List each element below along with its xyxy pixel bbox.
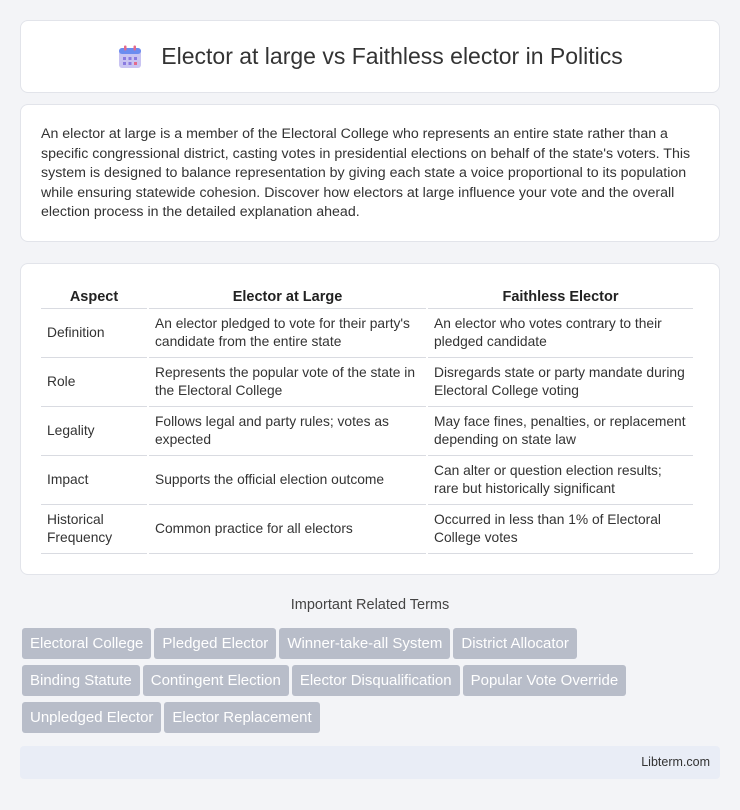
column-header: Aspect — [41, 286, 147, 309]
table-cell: Historical Frequency — [41, 505, 147, 554]
table-cell: Legality — [41, 407, 147, 456]
table-cell: May face fines, penalties, or replacement depending on state law — [428, 407, 693, 456]
table-cell: Supports the official election outcome — [149, 456, 426, 505]
related-term-tag[interactable]: Elector Replacement — [164, 702, 319, 733]
related-term-tag[interactable]: Elector Disqualification — [292, 665, 460, 696]
intro-text: An elector at large is a member of the Electoral College who represents an entire state rather than a specific congressional district, casting votes in presidential elections on behalf of the state's voters. This system is designed to balance representation by giving each state a voice proportional to its population while ensuring statewide cohesion. Discover how electors at large influence your vote and the overall election process in the detailed explanation ahead. — [41, 126, 691, 221]
related-term-tag[interactable]: Unpledged Elector — [22, 702, 161, 733]
table-row — [41, 407, 693, 456]
table-cell: An elector who votes contrary to their pledged candidate — [428, 309, 693, 358]
table-cell: Can alter or question election results; rare but historically significant — [428, 456, 693, 505]
table-cell: Role — [41, 358, 147, 407]
table-cell: Common practice for all electors — [149, 505, 426, 554]
intro-card — [20, 104, 720, 242]
table-row — [41, 505, 693, 554]
table-row — [41, 456, 693, 505]
related-terms-list — [22, 628, 722, 739]
related-term-tag[interactable]: Contingent Election — [143, 665, 289, 696]
table-cell: Occurred in less than 1% of Electoral College votes — [428, 505, 693, 554]
column-header: Faithless Elector — [428, 286, 693, 309]
related-term-tag[interactable]: Binding Statute — [22, 665, 140, 696]
table-cell: Represents the popular vote of the state in the Electoral College — [149, 358, 426, 407]
related-term-tag[interactable]: Electoral College — [22, 628, 151, 659]
comparison-table — [39, 286, 695, 554]
page-title: Elector at large vs Faithless elector in Politics — [161, 43, 623, 69]
related-term-tag[interactable]: Winner-take-all System — [279, 628, 450, 659]
related-term-tag[interactable]: Pledged Elector — [154, 628, 276, 659]
table-row — [41, 358, 693, 407]
comparison-card — [20, 263, 720, 575]
table-row — [41, 309, 693, 358]
table-cell: An elector pledged to vote for their party's candidate from the entire state — [149, 309, 426, 358]
table-cell: Disregards state or party mandate during Electoral College voting — [428, 358, 693, 407]
footer-site-link[interactable]: Libterm.com — [641, 755, 710, 769]
table-cell: Impact — [41, 456, 147, 505]
column-header: Elector at Large — [149, 286, 426, 309]
calendar-icon — [117, 44, 143, 70]
table-header-row — [41, 286, 693, 309]
footer — [20, 746, 720, 779]
table-cell: Follows legal and party rules; votes as expected — [149, 407, 426, 456]
related-term-tag[interactable]: Popular Vote Override — [463, 665, 627, 696]
related-term-tag[interactable]: District Allocator — [453, 628, 577, 659]
table-cell: Definition — [41, 309, 147, 358]
title-card — [20, 20, 720, 93]
related-terms-title: Important Related Terms — [290, 597, 450, 613]
